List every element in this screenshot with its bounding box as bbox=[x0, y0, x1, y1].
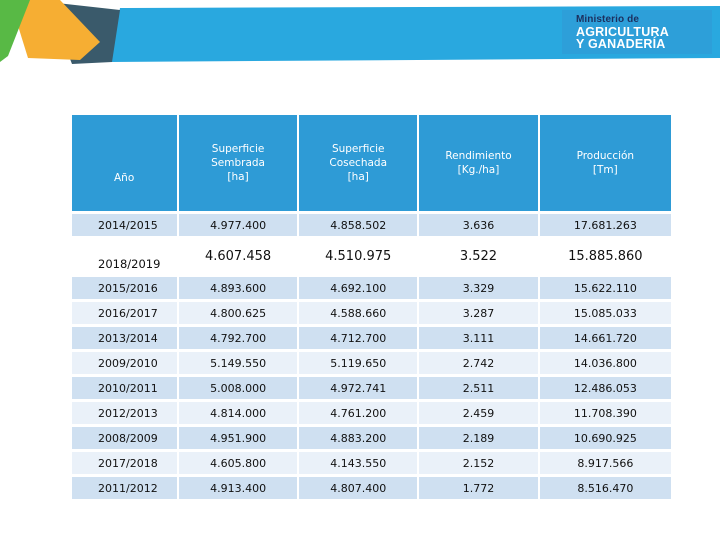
cell-sown: 4.605.800 bbox=[179, 452, 297, 474]
cell-sown: 4.951.900 bbox=[179, 427, 297, 449]
cell-yield: 3.522 bbox=[419, 239, 537, 274]
cell-production: 15.622.110 bbox=[540, 277, 671, 299]
header-sown-area: Superficie Sembrada [ha] bbox=[179, 115, 297, 211]
cell-yield: 2.189 bbox=[419, 427, 537, 449]
cell-production: 14.661.720 bbox=[540, 327, 671, 349]
cell-year: 2015/2016 bbox=[72, 277, 177, 299]
cell-sown: 4.800.625 bbox=[179, 302, 297, 324]
table-row bbox=[72, 477, 671, 499]
header-production: Producción [Tm] bbox=[540, 115, 671, 211]
table-row bbox=[72, 277, 671, 299]
table-row bbox=[72, 327, 671, 349]
cell-harvested: 4.712.700 bbox=[299, 327, 417, 349]
cell-year: 2008/2009 bbox=[72, 427, 177, 449]
cell-year: 2018/2019 bbox=[72, 239, 177, 274]
cell-sown: 4.977.400 bbox=[179, 214, 297, 236]
cell-year: 2009/2010 bbox=[72, 352, 177, 374]
cell-production: 17.681.263 bbox=[540, 214, 671, 236]
cell-year: 2017/2018 bbox=[72, 452, 177, 474]
ministry-logo bbox=[562, 10, 712, 54]
table-row bbox=[72, 427, 671, 449]
table-row bbox=[72, 352, 671, 374]
cell-harvested: 4.807.400 bbox=[299, 477, 417, 499]
table-row bbox=[72, 402, 671, 424]
production-table bbox=[70, 112, 673, 502]
cell-year: 2011/2012 bbox=[72, 477, 177, 499]
cell-year: 2012/2013 bbox=[72, 402, 177, 424]
cell-harvested: 4.883.200 bbox=[299, 427, 417, 449]
header-harvested-area: Superficie Cosechada [ha] bbox=[299, 115, 417, 211]
cell-year: 2010/2011 bbox=[72, 377, 177, 399]
table-row bbox=[72, 214, 671, 236]
cell-production: 14.036.800 bbox=[540, 352, 671, 374]
cell-yield: 3.636 bbox=[419, 214, 537, 236]
cell-yield: 3.329 bbox=[419, 277, 537, 299]
header-year: Año bbox=[72, 115, 177, 211]
cell-harvested: 4.972.741 bbox=[299, 377, 417, 399]
cell-sown: 4.814.000 bbox=[179, 402, 297, 424]
cell-yield: 2.511 bbox=[419, 377, 537, 399]
table-row bbox=[72, 452, 671, 474]
cell-sown: 4.792.700 bbox=[179, 327, 297, 349]
cell-year: 2016/2017 bbox=[72, 302, 177, 324]
table-row bbox=[72, 239, 671, 274]
cell-production: 11.708.390 bbox=[540, 402, 671, 424]
cell-production: 8.917.566 bbox=[540, 452, 671, 474]
cell-production: 8.516.470 bbox=[540, 477, 671, 499]
logo-line-ministerio: Ministerio de bbox=[576, 14, 639, 25]
cell-year: 2013/2014 bbox=[72, 327, 177, 349]
cell-harvested: 4.588.660 bbox=[299, 302, 417, 324]
table-row bbox=[72, 377, 671, 399]
logo-line-agricultura: AGRICULTURA bbox=[576, 25, 669, 39]
cell-harvested: 5.119.650 bbox=[299, 352, 417, 374]
table-row bbox=[72, 302, 671, 324]
cell-yield: 3.287 bbox=[419, 302, 537, 324]
logo-line-ganaderia: Y GANADERÍA bbox=[576, 37, 666, 51]
cell-sown: 4.607.458 bbox=[179, 239, 297, 274]
table-header-row bbox=[72, 115, 671, 211]
cell-year: 2014/2015 bbox=[72, 214, 177, 236]
cell-sown: 5.008.000 bbox=[179, 377, 297, 399]
cell-yield: 3.111 bbox=[419, 327, 537, 349]
cell-sown: 4.893.600 bbox=[179, 277, 297, 299]
cell-sown: 4.913.400 bbox=[179, 477, 297, 499]
cell-yield: 1.772 bbox=[419, 477, 537, 499]
cell-harvested: 4.858.502 bbox=[299, 214, 417, 236]
cell-yield: 2.742 bbox=[419, 352, 537, 374]
cell-harvested: 4.761.200 bbox=[299, 402, 417, 424]
cell-harvested: 4.692.100 bbox=[299, 277, 417, 299]
cell-production: 12.486.053 bbox=[540, 377, 671, 399]
cell-harvested: 4.510.975 bbox=[299, 239, 417, 274]
header-yield: Rendimiento [Kg./ha] bbox=[419, 115, 537, 211]
cell-production: 15.085.033 bbox=[540, 302, 671, 324]
cell-sown: 5.149.550 bbox=[179, 352, 297, 374]
cell-production: 15.885.860 bbox=[540, 239, 671, 274]
cell-harvested: 4.143.550 bbox=[299, 452, 417, 474]
cell-yield: 2.152 bbox=[419, 452, 537, 474]
cell-yield: 2.459 bbox=[419, 402, 537, 424]
cell-production: 10.690.925 bbox=[540, 427, 671, 449]
